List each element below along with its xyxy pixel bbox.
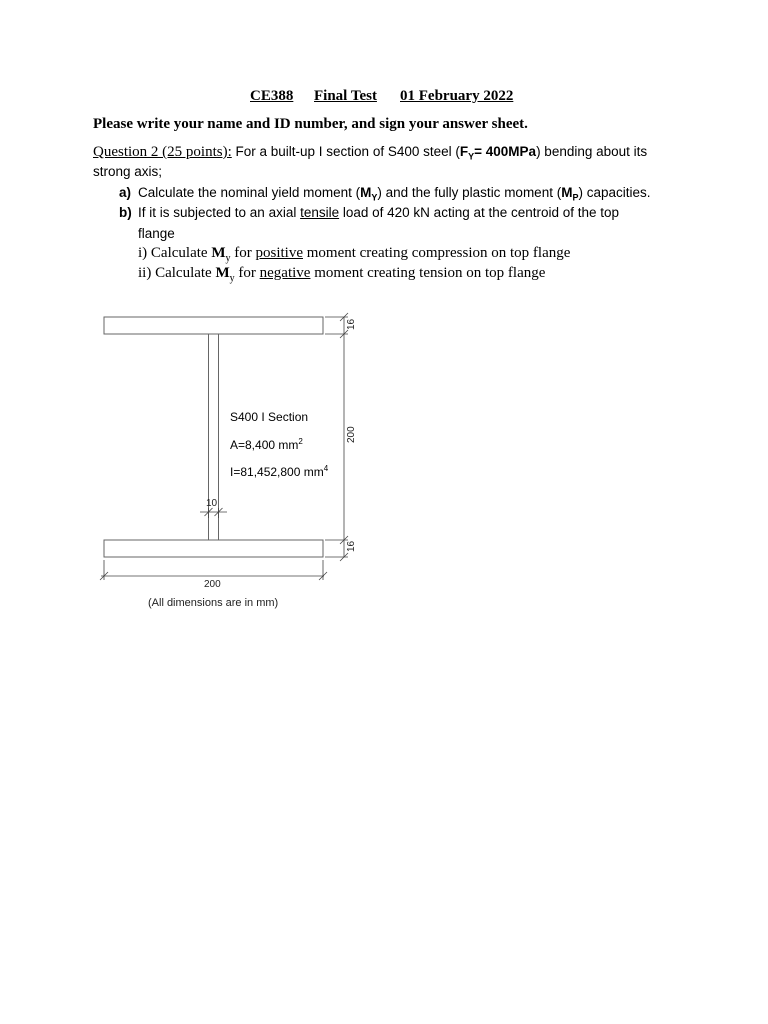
section-name-label: S400 I Section <box>230 410 309 424</box>
section-inertia-label: I=81,452,800 $mm^4$ <box>230 464 329 479</box>
dim-top-flange: 16 <box>346 318 357 330</box>
part-a-text: Calculate the nominal yield moment $(M_Y)$ and the fully plastic moment $(M_P)$ capacities. <box>138 185 651 203</box>
header-test-name: Final Test <box>314 88 377 104</box>
bottom-flange <box>104 540 323 557</box>
part-b-label: b) <box>119 205 132 220</box>
section-area-label: A=8,400 $mm^2$ <box>230 437 303 452</box>
dim-web-thickness: 10 <box>206 498 218 509</box>
header-course: CE388 <box>250 88 294 104</box>
sub-question-i: i) Calculate $M_y$ for positive moment creating compression on top flange <box>138 245 571 264</box>
top-flange <box>104 317 323 334</box>
part-b-text: If it is subjected to an axial tensile load of 420 kN acting at the centroid of the top <box>138 205 620 220</box>
dim-height: 200 <box>346 426 357 443</box>
header-date: 01 February 2022 <box>400 88 514 104</box>
web <box>209 334 219 540</box>
dim-flange-width: 200 <box>204 579 221 590</box>
dim-bottom-flange: 16 <box>346 540 357 552</box>
question-text: For a built-up I section of S400 steel $(F_Y= 400MPa)$ bending about its <box>231 144 648 162</box>
dimension-note: (All dimensions are in mm) <box>148 597 279 609</box>
instruction: Please write your name and ID number, and sign your answer sheet. <box>93 116 528 132</box>
question-intro-cont: strong axis; <box>93 164 163 179</box>
part-a-label: a) <box>119 185 132 200</box>
sub-question-ii: ii) Calculate $M_y$ for negative moment creating tension on top flange <box>138 265 546 284</box>
question-label: Question 2 (25 points): <box>93 144 232 160</box>
part-b-text-cont: flange <box>138 226 175 241</box>
